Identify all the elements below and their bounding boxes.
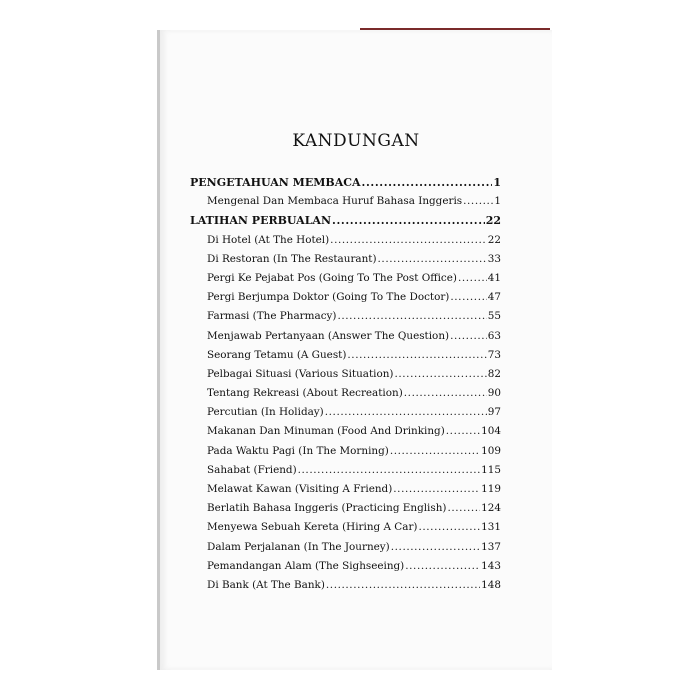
toc-entry: [190, 576, 501, 595]
toc-label: Pergi Berjumpa Doktor (Going To The Doctor): [207, 291, 450, 304]
toc-entry: [190, 192, 501, 211]
toc-entry: [190, 288, 501, 307]
toc-page-number: 82: [487, 367, 501, 380]
toc-entry: [190, 518, 501, 537]
dot-leader: [404, 384, 487, 403]
table-of-contents: [190, 173, 501, 595]
dot-leader: [298, 461, 481, 480]
toc-entry: [190, 422, 501, 441]
toc-section: [190, 173, 501, 192]
dot-leader: [390, 442, 480, 461]
toc-label: Makanan Dan Minuman (Food And Drinking): [207, 425, 445, 438]
toc-page-number: 22: [487, 233, 501, 246]
toc-page-number: 143: [481, 559, 501, 572]
toc-label: Pelbagai Situasi (Various Situation): [207, 367, 394, 380]
toc-entry: [190, 538, 501, 557]
toc-entry: [190, 499, 501, 518]
dot-leader: [391, 538, 480, 557]
toc-label: Mengenal Dan Membaca Huruf Bahasa Inggeris: [207, 195, 463, 208]
toc-entry: [190, 269, 501, 288]
dot-leader: [362, 173, 493, 192]
toc-label: Menyewa Sebuah Kereta (Hiring A Car): [207, 521, 418, 534]
toc-page-number: 1: [494, 195, 501, 208]
dot-leader: [330, 231, 487, 250]
page-title: KANDUNGAN: [292, 131, 420, 151]
toc-label: Farmasi (The Pharmacy): [207, 310, 337, 323]
toc-label: LATIHAN PERBUALAN: [190, 214, 332, 228]
toc-entry: [190, 365, 501, 384]
dot-leader: [378, 250, 487, 269]
toc-label: Pergi Ke Pejabat Pos (Going To The Post Office): [207, 271, 457, 284]
toc-entry: [190, 307, 501, 326]
toc-page-number: 33: [487, 252, 501, 265]
dot-leader: [405, 557, 480, 576]
toc-label: PENGETAHUAN MEMBACA: [190, 176, 361, 189]
toc-page-number: 137: [481, 540, 501, 553]
toc-page-number: 55: [487, 310, 501, 323]
toc-entry: [190, 557, 501, 576]
toc-label: Di Hotel (At The Hotel): [207, 233, 330, 246]
dot-leader: [447, 499, 480, 518]
toc-label: Pada Waktu Pagi (In The Morning): [207, 444, 389, 457]
dot-leader: [450, 288, 486, 307]
toc-page-number: 73: [487, 348, 501, 361]
dot-leader: [393, 480, 480, 499]
toc-page-number: 41: [487, 271, 501, 284]
toc-entry: [190, 346, 501, 365]
toc-entry: [190, 250, 501, 269]
toc-page-number: 104: [481, 425, 501, 438]
toc-page-number: 90: [487, 387, 501, 400]
toc-page-number: 124: [481, 502, 501, 515]
dot-leader: [394, 365, 486, 384]
toc-page-number: 109: [481, 444, 501, 457]
toc-entry: [190, 403, 501, 422]
dot-leader: [463, 192, 493, 211]
dot-leader: [347, 346, 486, 365]
toc-page-number: 115: [481, 463, 501, 476]
toc-entry: [190, 384, 501, 403]
toc-entry: [190, 327, 501, 346]
toc-label: Di Restoran (In The Restaurant): [207, 252, 377, 265]
toc-label: Percutian (In Holiday): [207, 406, 324, 419]
dot-leader: [332, 211, 485, 230]
toc-page-number: 63: [487, 329, 501, 342]
toc-page-number: 119: [481, 483, 501, 495]
toc-page-number: 22: [485, 214, 501, 228]
dot-leader: [458, 269, 487, 288]
toc-page-number: 97: [487, 406, 501, 419]
toc-label: Menjawab Pertanyaan (Answer The Question): [207, 329, 450, 342]
toc-page-number: 131: [481, 521, 501, 534]
dot-leader: [450, 327, 487, 346]
toc-label: Pemandangan Alam (The Sighseeing): [207, 559, 405, 572]
toc-label: Sahabat (Friend): [207, 463, 297, 476]
dot-leader: [326, 576, 480, 595]
toc-section: [190, 211, 501, 230]
toc-entry: [190, 480, 501, 499]
toc-page-number: 47: [487, 291, 501, 304]
toc-label: Seorang Tetamu (A Guest): [207, 348, 347, 361]
toc-label: Di Bank (At The Bank): [207, 578, 325, 591]
toc-label: Dalam Perjalanan (In The Journey): [207, 540, 390, 553]
toc-page-number: 1: [493, 176, 501, 189]
toc-label: Tentang Rekreasi (About Recreation): [207, 387, 403, 400]
toc-label: Melawat Kawan (Visiting A Friend): [207, 483, 393, 495]
dot-leader: [325, 403, 487, 422]
toc-label: Berlatih Bahasa Inggeris (Practicing English): [207, 502, 447, 515]
toc-entry: [190, 231, 501, 250]
dot-leader: [418, 518, 480, 537]
book-page: [157, 30, 552, 670]
dot-leader: [337, 307, 486, 326]
dot-leader: [446, 422, 480, 441]
toc-entry: [190, 442, 501, 461]
toc-entry: [190, 461, 501, 480]
toc-page-number: 148: [481, 578, 501, 591]
